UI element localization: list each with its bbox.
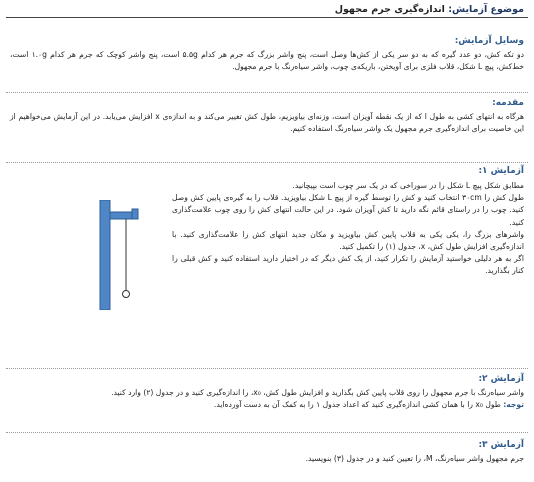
experiment1-text (172, 180, 524, 278)
experiment3-heading: آزمایش ۳: (478, 440, 524, 450)
equipment-heading: وسایل آزمایش: (454, 36, 524, 46)
topic-label: موضوع آزمایش: (448, 4, 524, 15)
divider (6, 432, 528, 433)
experiment1-heading-wrap (10, 166, 524, 179)
experiment3-section (10, 440, 524, 465)
topic-line (335, 4, 524, 15)
divider (6, 92, 528, 93)
experiment2-heading: آزمایش ۲: (478, 374, 524, 384)
l-screw-tip (132, 209, 138, 219)
experiment2-text: واشر سیاه‌رنگ با جرم مجهول را روی قلاب پایین کش بگذارید و افزایش طول کش، x₀، را اندازه‌گیری کنید و در جدول (۲) وارد کنید. (111, 388, 524, 397)
hook (123, 291, 130, 298)
wooden-strip (100, 200, 110, 310)
note-text: طول x₀ را با همان کشی اندازه‌گیری کنید که اعداد جدول ۱ را به کمک آن به دست آورده‌اید. (213, 400, 504, 409)
note-label: توجه: (503, 400, 524, 409)
equipment-section (10, 36, 524, 73)
divider (6, 162, 528, 163)
intro-section (10, 98, 524, 135)
topic-value: اندازه‌گیری جرم مجهول (334, 4, 449, 15)
topic-divider (6, 17, 528, 18)
intro-text: هرگاه به انتهای کشی به طول l که از یک نقطه آویزان است، وزنه‌ای بیاویزیم، طول کش تغییر می‌کند و به اندازه‌ی x افزایش می‌یابد. در این آزمایش می‌خواهیم از این خاصیت برای اندازه‌گیری جرم مجهول یک واشر سیاه‌رنگ استفاده کنیم. (10, 112, 524, 133)
experiment3-text: جرم مجهول واشر سیاه‌رنگ، M، را تعیین کنید و در جدول (۳) بنویسید. (305, 454, 524, 463)
apparatus-diagram (96, 200, 160, 310)
equipment-text: دو تکه کش، دو عدد گیره که به دو سر یکی از کش‌ها وصل است، پنج واشر بزرگ که جرم هر کدام ۵.۵g است، پنج واشر کوچک که جرم هر کدام ۱.۰g است، خط‌کش، پیچ L شکل، قلاب فلزی برای آویختن، باریکه‌ی چوب، واشر سیاه‌رنگ با جرم مجهول. (10, 50, 524, 71)
experiment1-heading: آزمایش ۱: (478, 166, 524, 176)
experiment1-step: طول کش را ۳۰cm انتخاب کنید و کش را توسط گیره از پیچ L شکل بیاویزید. قلاب را به گیره‌ی پایین کش وصل کنید. چوب را در راستای قائم نگه دارید تا کش آویزان شود. در این حالت انتهای کش را روی چوب علامت‌گذاری کنید. (172, 193, 524, 227)
experiment2-note (10, 399, 524, 411)
experiment2-section (10, 374, 524, 411)
experiment1-step: واشرهای بزرگ را، یکی یکی به قلاب پایین کش بیاویزید و مکان جدید انتهای کش را علامت‌گذاری کنید. با اندازه‌گیری افزایش طول کش، x، جدول (۱) را تکمیل کنید. (172, 229, 524, 252)
experiment1-step: اگر به هر دلیلی خواستید آزمایش را تکرار کنید، از یک کش دیگر که در اختیار دارید استفاده کنید و کش قبلی را کنار بگذارید. (172, 254, 524, 276)
experiment1-step: مطابق شکل پیچ L شکل را در سوراخی که در یک سر چوب است بپیچانید. (292, 181, 524, 190)
divider (6, 368, 528, 369)
intro-heading: مقدمه: (492, 98, 524, 108)
